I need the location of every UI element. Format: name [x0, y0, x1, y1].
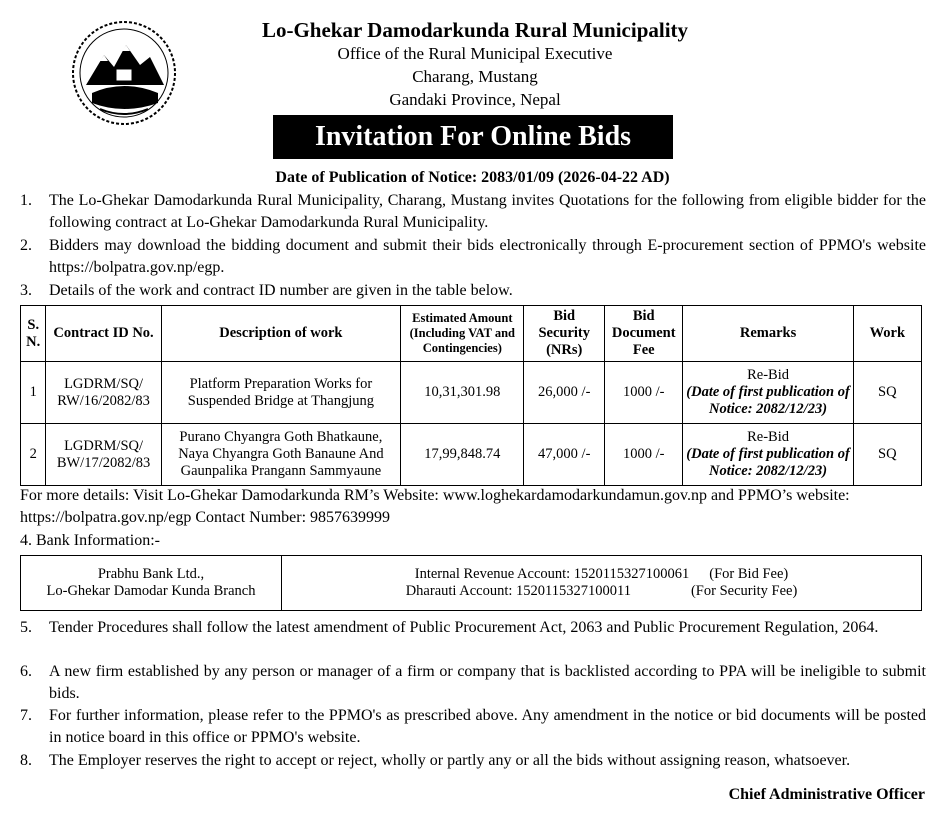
bank-name: Prabhu Bank Ltd.,: [97, 566, 205, 582]
cell-work: SQ: [853, 424, 921, 486]
remarks-rebid: Re-Bid: [747, 429, 789, 445]
bank-accounts-cell: [282, 556, 922, 611]
cell-estimated-amount: 10,31,301.98: [401, 362, 524, 424]
table-row: [21, 362, 922, 424]
dharauti-purpose: (For Security Fee): [690, 583, 798, 599]
paragraph-3: 3. Details of the work and contract ID number are given in the table below.: [20, 282, 513, 299]
remarks-first-publication: (Date of first publication of Notice: 2082/12/23): [686, 384, 850, 417]
header-description: Description of work: [161, 306, 401, 362]
cell-bid-fee: 1000 /-: [604, 362, 682, 424]
cell-contract-id: LGDRM/SQ/ RW/16/2082/83: [46, 362, 161, 424]
cell-description: Platform Preparation Works for Suspended Bridge at Thangjung: [161, 362, 401, 424]
cell-bid-fee: 1000 /-: [604, 424, 682, 486]
paragraph-5: 5. Tender Procedures shall follow the latest amendment of Public Procurement Act, 2063 and Public Procurement Regulation, 2064.: [20, 619, 879, 636]
cell-sn: 2: [21, 424, 46, 486]
office-name: Office of the Rural Municipal Executive: [337, 44, 613, 63]
municipality-emblem-logo: [70, 19, 178, 127]
irs-purpose: (For Bid Fee): [709, 566, 789, 582]
province-name: Gandaki Province, Nepal: [389, 90, 561, 109]
bank-name-cell: [21, 556, 282, 611]
paragraph-1: 1. The Lo-Ghekar Damodarkunda Rural Municipality, Charang, Mustang invites Quotations for the following from eligible bidder for the following contract at Lo-Ghekar Damodarkunda Rural Municipality.: [20, 192, 926, 231]
paragraph-2: 2. Bidders may download the bidding document and submit their bids electronically through E-procurement section of PPMO's website https://bolpatra.gov.np/egp.: [20, 237, 926, 276]
paragraph-7: 7. For further information, please refer to the PPMO's as prescribed above. Any amendment in the notice or bid documents will be posted in notice board in this office or PPMO's website.: [20, 707, 926, 746]
cell-bid-security: 47,000 /-: [524, 424, 605, 486]
header-contract-id: Contract ID No.: [46, 306, 161, 362]
more-details-text: For more details: Visit Lo-Ghekar Damodarkunda RM’s Website: www.loghekardamodarkundamun.gov.np and PPMO’s website: https://bolpatra.gov.np/egp Contact Number: 9857639999: [20, 487, 850, 526]
irs-account-line: [283, 566, 920, 583]
signature-title: Chief Administrative Officer: [728, 786, 925, 803]
remarks-first-publication: (Date of first publication of Notice: 2082/12/23): [686, 446, 850, 479]
header-sn: S. N.: [21, 306, 46, 362]
dharauti-account: Dharauti Account: 1520115327100011: [405, 583, 631, 599]
cell-work: SQ: [853, 362, 921, 424]
cell-bid-security: 26,000 /-: [524, 362, 605, 424]
header-work: Work: [853, 306, 921, 362]
table-row: [21, 424, 922, 486]
header-bid-fee: Bid Document Fee: [604, 306, 682, 362]
cell-remarks: [683, 362, 853, 424]
municipality-name: Lo-Ghekar Damodarkunda Rural Municipality: [261, 18, 689, 42]
header-estimated-amount: Estimated Amount (Including VAT and Contingencies): [401, 306, 524, 362]
bank-info-table: [20, 555, 922, 611]
bank-row: [21, 556, 922, 611]
works-table: [20, 305, 922, 486]
cell-sn: 1: [21, 362, 46, 424]
office-location: Charang, Mustang: [412, 67, 538, 86]
cell-description: Purano Chyangra Goth Bhatkaune, Naya Chyangra Goth Banaune And Gaunpalika Prangann Sammyaune: [161, 424, 401, 486]
cell-estimated-amount: 17,99,848.74: [401, 424, 524, 486]
cell-contract-id: LGDRM/SQ/ BW/17/2082/83: [46, 424, 161, 486]
notice-banner-title: Invitation For Online Bids: [273, 115, 673, 159]
remarks-rebid: Re-Bid: [747, 367, 789, 383]
header-bid-security: Bid Security (NRs): [524, 306, 605, 362]
dharauti-account-line: [283, 583, 920, 600]
header-remarks: Remarks: [683, 306, 853, 362]
table-header-row: [21, 306, 922, 362]
bank-branch: Lo-Ghekar Damodar Kunda Branch: [46, 583, 256, 599]
irs-account: Internal Revenue Account: 1520115327100061: [414, 566, 690, 582]
paragraph-8: 8. The Employer reserves the right to accept or reject, wholly or partly any or all the bids without assigning reason, whatsoever.: [20, 752, 851, 769]
bank-info-heading: 4. Bank Information:-: [20, 532, 160, 549]
publication-date: Date of Publication of Notice: 2083/01/09 (2026-04-22 AD): [275, 169, 670, 186]
cell-remarks: [683, 424, 853, 486]
paragraph-6: 6. A new firm established by any person or manager of a firm or company that is backlisted according to PPA will be ineligible to submit bids.: [20, 663, 926, 702]
